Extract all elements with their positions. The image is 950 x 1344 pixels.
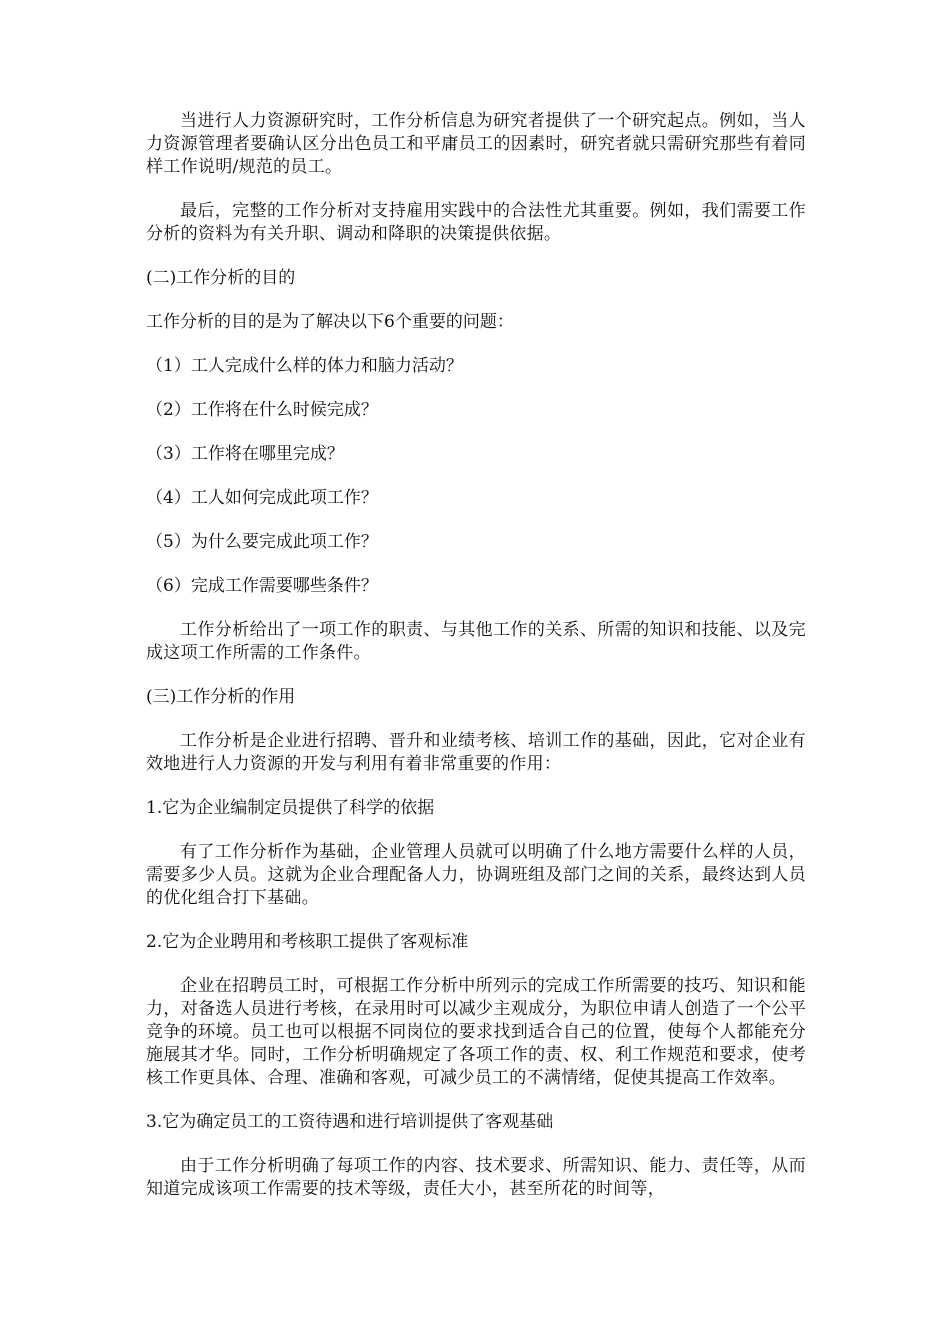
list-item-1: （1）工人完成什么样的体力和脑力活动？	[146, 356, 463, 376]
paragraph-legality: 最后，完整的工作分析对支持雇用实践中的合法性尤其重要。例如，我们需要工作分析的资料为有关升职、调动和降职的决策提供依据。	[146, 201, 806, 244]
paragraph-staffing: 有了工作分析作为基础，企业管理人员就可以明确了什么地方需要什么样的人员，需要多少人员。这就为企业合理配备人力，协调班组及部门之间的关系，最终达到人员的优化组合打下基础。	[146, 842, 806, 908]
list-item-6: （6）完成工作需要哪些条件？	[146, 576, 378, 596]
paragraph-role-intro: 工作分析是企业进行招聘、晋升和业绩考核、培训工作的基础，因此，它对企业有效地进行人力资源的开发与利用有着非常重要的作用：	[146, 731, 806, 774]
list-item-4: （4）工人如何完成此项工作？	[146, 488, 378, 508]
purpose-intro: 工作分析的目的是为了解决以下6个重要的问题：	[146, 312, 514, 332]
section-heading-role: (三)工作分析的作用	[146, 687, 296, 707]
paragraph-recruitment: 企业在招聘员工时，可根据工作分析中所列示的完成工作所需要的技巧、知识和能力，对备选人员进行考核，在录用时可以减少主观成分，为职位申请人创造了一个公平竞争的环境。员工也可以根据不同岗位的要求找到适合自己的位置，使每个人都能充分施展其才华。同时，工作分析明确规定了各项工作的责、权、利工作规范和要求，使考核工作更具体、合理、准确和客观，可减少员工的不满情绪，促使其提高工作效率。	[146, 976, 806, 1088]
paragraph-summary: 工作分析给出了一项工作的职责、与其他工作的关系、所需的知识和技能、以及完成这项工作所需的工作条件。	[146, 620, 806, 663]
paragraph-compensation: 由于工作分析明确了每项工作的内容、技术要求、所需知识、能力、责任等，从而知道完成该项工作需要的技术等级，责任大小，甚至所花的时间等，	[146, 1156, 806, 1199]
list-item-5: （5）为什么要完成此项工作？	[146, 532, 378, 552]
subheading-2: 2.它为企业聘用和考核职工提供了客观标准	[146, 932, 469, 952]
list-item-2: （2）工作将在什么时候完成？	[146, 400, 378, 420]
list-item-3: （3）工作将在哪里完成？	[146, 444, 344, 464]
subheading-1: 1.它为企业编制定员提供了科学的依据	[146, 798, 435, 818]
document-page	[146, 110, 806, 1222]
paragraph-research: 当进行人力资源研究时，工作分析信息为研究者提供了一个研究起点。例如，当人力资源管理者要确认区分出色员工和平庸员工的因素时，研究者就只需研究那些有着同样工作说明/规范的员工。	[146, 111, 806, 177]
section-heading-purpose: (二)工作分析的目的	[146, 268, 296, 288]
subheading-3: 3.它为确定员工的工资待遇和进行培训提供了客观基础	[146, 1112, 554, 1132]
